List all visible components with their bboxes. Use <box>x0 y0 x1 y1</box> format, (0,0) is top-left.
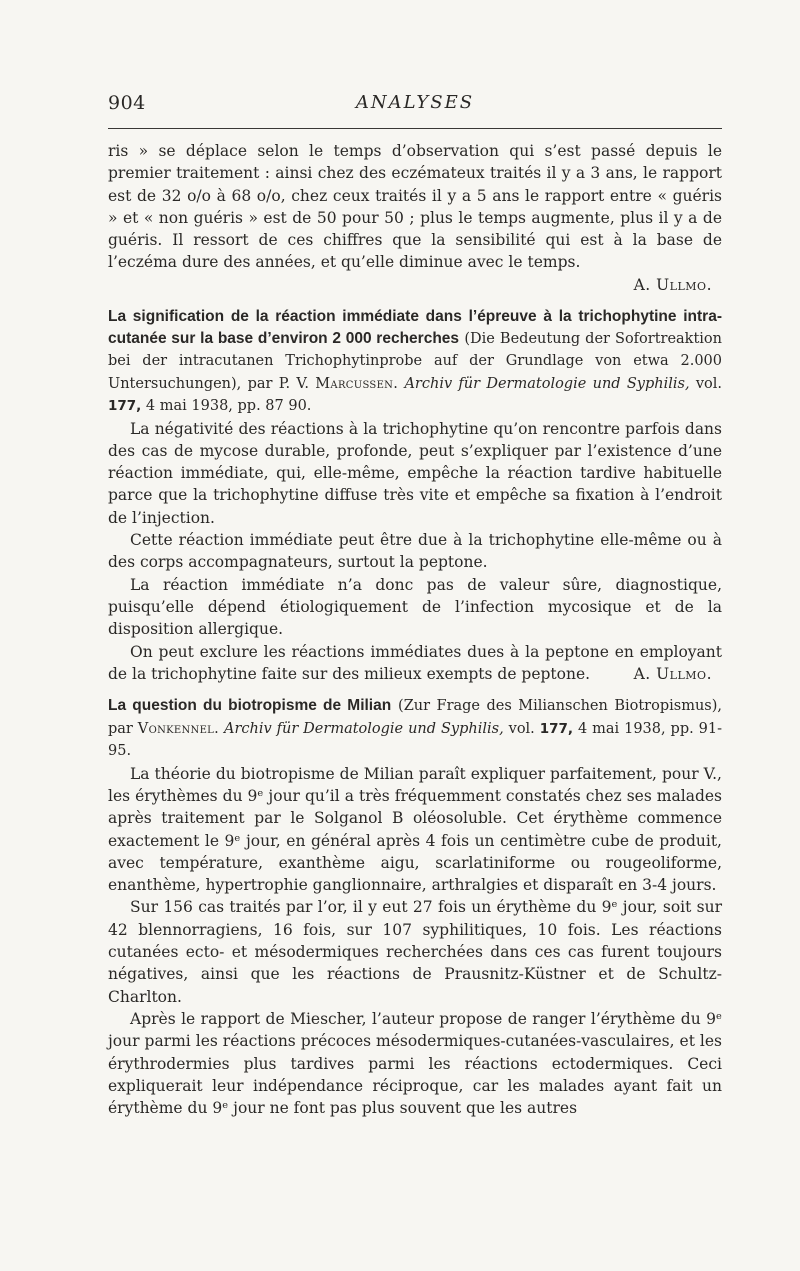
article1-german-title: (Die Bedeutung der Sofortreaktion bei der intracutanen Trichophytinprobe auf der Grundlage von etwa 2.000 Untersuchungen), par P. V. <box>108 330 723 392</box>
article1-paragraph: La réaction immédiate n’a donc pas de valeur sûre, diagnostique, puisqu’elle dépend étiologiquement de l’infection mycosique et de la disposition allergique. <box>108 575 722 639</box>
article2-title: La question du biotropisme de Milian <box>108 697 392 715</box>
article2-paragraph: Sur 156 cas traités par l’or, il y eut 27 fois un érythème du 9ᵉ jour, soit sur 42 blennorragiens, 16 fois, sur 107 syphilitiques, 10 fois. Les réactions cutanées ecto- et mésodermiques recherchées dans ces cas furent toujours négatives, ainsi que les réactions de Prausnitz-Küstner et de Schultz-Charlton. <box>108 898 722 1006</box>
article1-paragraph: Cette réaction immédiate peut être due à la trichophytine elle-même ou à des corps accompagnateurs, surtout la peptone. <box>108 531 722 572</box>
article1-heading <box>108 306 722 418</box>
article2-vol-number: 177, <box>539 720 574 737</box>
article2-date: 4 mai 1938, pp. 91-95. <box>108 720 723 760</box>
intro-signature: A. Ullmo. <box>633 275 712 294</box>
page-body <box>108 140 722 1119</box>
article2-german-title: (Zur Frage des Milianschen Biotropismus), par <box>108 698 722 737</box>
article2-paragraph: La théorie du biotropisme de Milian paraît expliquer parfaitement, pour V., les érythèmes du 9ᵉ jour qu’il a très fréquemment constatés chez ses malades après traitement par le Solganol B oléosoluble. Cet érythème commence exactement le 9ᵉ jour, en général après 4 fois un centimètre cube de produit, avec température, exanthème aigu, scarlatiniforme ou rougeoliforme, enanthème, hypertrophie ganglionnaire, arthralgies et disparaît en 3-4 jours. <box>108 764 722 895</box>
article2-journal: Archiv für Dermatologie und Syphilis, <box>223 720 504 737</box>
article2-paragraph: Après le rapport de Miescher, l’auteur propose de ranger l’érythème du 9ᵉ jour parmi les réactions précoces mésodermiques-cutanées-vasculaires, et les érythrodermies plus tardives parmi les réactions ectodermiques. Ceci expliquerait leur indépendance réciproque, car les malades ayant fait un érythème du 9ᵉ jour ne font pas plus souvent que les autres <box>108 1009 722 1118</box>
article2-heading <box>108 695 722 763</box>
article1-title: La signification de la réaction immédiate dans l’épreuve à la trichophytine intra-cutanée sur la base d’environ 2 000 recherches <box>108 308 722 347</box>
article1-author: Marcussen. <box>315 375 399 392</box>
article2-author: Vonkennel. <box>137 720 220 737</box>
article1-vol-prefix: vol. <box>695 375 723 392</box>
article1-signature: A. Ullmo. <box>633 664 712 683</box>
article1-last-paragraph <box>108 641 722 686</box>
article2-vol-prefix: vol. <box>508 720 535 737</box>
article1-journal: Archiv für Dermatologie und Syphilis, <box>404 375 690 392</box>
header-rule <box>108 128 722 129</box>
running-title: ANALYSES <box>355 92 475 113</box>
intro-paragraph: ris » se déplace selon le temps d’observation qui s’est passé depuis le premier traitement : ainsi chez des eczémateux traités il y a 3 ans, le rapport est de 32 o/o à 68 o/o, chez ceux traités il y a 5 ans le rapport entre « guéris » et « non guéris » est de 50 pour 50 ; plus le temps augmente, plus il y a de guéris. Il ressort de ces chiffres que la sensibilité qui est à la base de l’eczéma dure des années, et qu’elle diminue avec le temps. <box>108 142 722 272</box>
article1-date: 4 mai 1938, pp. 87 90. <box>145 398 312 415</box>
page-header <box>108 92 722 122</box>
article1-paragraph: La négativité des réactions à la trichophytine qu’on rencontre parfois dans des cas de mycose durable, profonde, peut s’expliquer par l’existence d’une réaction immédiate, qui, elle-même, empêche la réaction tardive habituelle parce que la trichophytine diffuse très vite et empêche sa fixation à l’endroit de l’injection. <box>108 419 722 527</box>
article1-vol-number: 177, <box>108 398 142 415</box>
article1-last-paragraph-text: On peut exclure les réactions immédiates dues à la peptone en employant de la trichophytine faite sur des milieux exempts de peptone. <box>108 642 722 683</box>
page-number: 904 <box>108 92 146 114</box>
